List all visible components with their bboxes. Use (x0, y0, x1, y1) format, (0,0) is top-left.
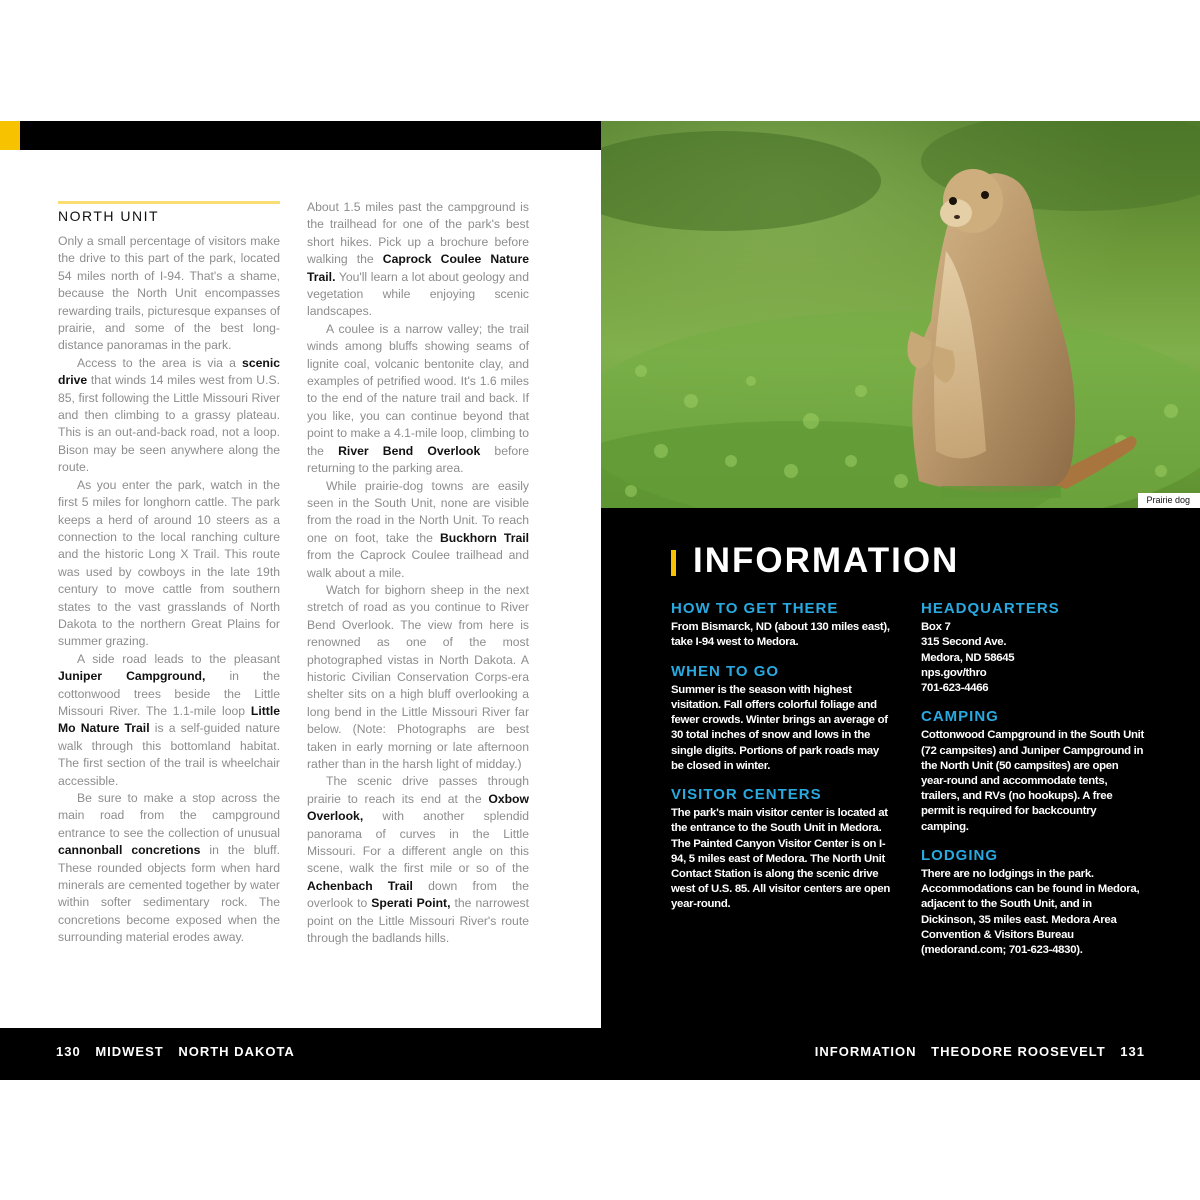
info-body: There are no lodgings in the park. Accommodations can be found in Medora, adjacent to the South Unit, and in Dickinson, 35 miles east. Medora Area Convention & Visitors Bureau (medorand.com; 701-623-4830). (921, 868, 1140, 957)
text-run: About 1.5 miles past the campground is the trailhead for one of the park's best short hikes. Pick up a brochure before walking the (307, 200, 529, 267)
prairie-dog-photo (601, 121, 1200, 508)
place-name: Achenbach Trail (307, 878, 413, 893)
text-run: down from the overlook to (307, 878, 529, 911)
text-run: from the Caprock Coulee trailhead and walk about a mile. (307, 548, 529, 580)
info-body: Summer is the season with highest visitation. Fall offers colorful foliage and fewer crowds. Winter brings an average of 30 total inches of snow and lows in the single digits. Portions of park roads may be closed in winter. (671, 683, 888, 772)
body-paragraph (307, 582, 529, 773)
footer-left (56, 1044, 305, 1059)
info-column-right (921, 601, 1146, 971)
place-name: Buckhorn Trail (439, 530, 529, 545)
info-block-when-to-go (671, 664, 893, 774)
text-run: While prairie-dog towns are easily seen in the South Unit, none are visible from the road in the North Unit. To reach one on foot, take the (307, 478, 529, 545)
text-run: in the bluff. These rounded objects form when hard minerals are cemented together by water within softer sedimentary rock. The concretions become exposed when the surrounding material erodes away. (58, 843, 280, 945)
info-body: Cottonwood Campground in the South Unit (72 campsites) and Juniper Campground in the North Unit (50 campsites) are open year-round and accommodate tents, trailers, and RVs (no hookups). A free permit is required for backcountry camping. (921, 729, 1145, 833)
text-run: before returning to the parking area. (307, 443, 529, 476)
page-number-right: 131 (1120, 1044, 1145, 1059)
footer-park: THEODORE ROOSEVELT (931, 1044, 1106, 1059)
left-text-column (58, 233, 280, 947)
text-run: that winds 14 miles west from U.S. 85, first following the Little Missouri River and then climbing to a grassy plateau. This is an out-and-back road, not a loop. Bison may be seen anywhere along the route. (58, 373, 280, 475)
info-accent-bar (671, 550, 676, 576)
book-spread (0, 121, 1200, 1080)
info-body: From Bismarck, ND (about 130 miles east), take I-94 west to Medora. (671, 621, 890, 649)
hq-line: 315 Second Ave. (921, 636, 1007, 649)
photo-caption: Prairie dog (1138, 493, 1200, 508)
hq-line: Medora, ND 58645 (921, 651, 1015, 664)
info-block-lodging (921, 848, 1146, 958)
text-run: Only a small percentage of visitors make the drive to this part of the park, located 54 miles north of I-94. That's a shame, because the North Unit encompasses rewarding trails, picturesque expanses of prairie, and some of the best long-distance panoramas in the park. (58, 234, 280, 353)
footer-section: INFORMATION (814, 1044, 917, 1059)
info-heading: WHEN TO GO (671, 662, 780, 680)
place-name: cannonball concretions (58, 843, 201, 858)
body-paragraph (58, 355, 280, 477)
text-run: As you enter the park, watch in the first 5 miles for longhorn cattle. The park keeps a herd of around 10 steers as a connection to the local ranching culture and the historic Long X Trail. This route was used by cowboys in the late 19th century to move cattle from southern states to the vast grasslands of North Dakota to the northern Great Plains for summer grazing. (58, 477, 280, 649)
info-block-camping (921, 709, 1146, 835)
place-name: Oxbow Overlook, (307, 791, 529, 824)
text-run: the narrowest point on the Little Missouri River's route through the badlands hills. (307, 896, 529, 946)
info-block-headquarters (921, 601, 1146, 696)
page-number-left: 130 (56, 1044, 81, 1059)
footer-region: MIDWEST (95, 1044, 164, 1059)
place-name: River Bend Overlook (338, 443, 481, 458)
place-name: Sperati Point, (371, 896, 451, 911)
info-block-how-to-get-there (671, 601, 893, 651)
text-run: A side road leads to the pleasant (77, 651, 280, 666)
hq-line: Box 7 (921, 621, 951, 634)
place-name: Caprock Coulee Nature Trail. (307, 252, 530, 284)
body-paragraph (307, 773, 529, 947)
hq-website: nps.gov/thro (921, 666, 987, 679)
text-run: Access to the area is via a (77, 355, 243, 370)
info-heading: VISITOR CENTERS (671, 786, 822, 804)
text-run: A coulee is a narrow valley; the trail winds among bluffs showing seams of lignite coal, volcanic bentonite clay, and examples of petrified wood. It's 1.6 miles to the end of the nature trail and back. If you like, you can continue beyond that point to make a 4.1-mile loop, climbing to the (307, 321, 529, 458)
footer-state: NORTH DAKOTA (178, 1044, 295, 1059)
info-column-left (671, 601, 893, 926)
info-heading: CAMPING (921, 708, 999, 726)
footer-right (815, 1044, 1145, 1059)
text-run: You'll learn a lot about geology and vegetation while enjoying scenic landscapes. (307, 269, 529, 319)
text-run: Be sure to make a stop across the main road from the campground entrance to see the collection of unusual (58, 791, 280, 840)
page-footer (0, 1028, 1200, 1080)
body-paragraph (307, 199, 529, 321)
text-run: in the cottonwood trees beside the Little Missouri River. The 1.1-mile loop (58, 669, 280, 718)
text-run: is a self-guided nature walk through this bottomland habitat. The first section of the trail is wheelchair accessible. (58, 721, 280, 788)
info-heading: LODGING (921, 846, 998, 864)
info-block-visitor-centers (671, 787, 893, 913)
info-heading: HEADQUARTERS (921, 600, 1060, 617)
body-paragraph (58, 651, 280, 790)
right-page (601, 121, 1200, 1080)
section-heading: NORTH UNIT (58, 208, 160, 224)
right-text-column (307, 199, 529, 947)
info-heading: HOW TO GET THERE (671, 600, 839, 617)
section-rule (58, 201, 280, 204)
info-body: The park's main visitor center is located at the entrance to the South Unit in Medora. The Painted Canyon Visitor Center is on I-94, 5 miles east of Medora. The North Unit Contact Station is along the scenic drive west of U.S. 85. All visitor centers are open year-round. (671, 807, 891, 911)
info-title: INFORMATION (693, 541, 960, 580)
text-run: with another splendid panorama of curves in the Little Missouri. For a different angle on this scene, walk the first mile or so of the (307, 809, 529, 876)
hq-phone: 701-623-4466 (921, 682, 989, 695)
body-paragraph (58, 233, 280, 355)
body-paragraph (58, 477, 280, 651)
yellow-section-tab (0, 121, 20, 150)
body-paragraph (58, 790, 280, 947)
place-name: Little Mo Nature Trail (58, 703, 280, 736)
place-name: Juniper Campground, (58, 669, 206, 684)
place-name: scenic drive (58, 355, 280, 388)
prairie-dog-image (601, 121, 1200, 508)
left-page-top-bar (0, 121, 601, 150)
text-run: The scenic drive passes through prairie to reach its end at the (307, 774, 529, 806)
body-paragraph (307, 478, 529, 582)
body-paragraph (307, 321, 529, 478)
text-run: Watch for bighorn sheep in the next stretch of road as you continue to River Bend Overlook. The view from here is renowned as one of the most photographed vistas in North Dakota. A historic Civilian Conservation Corps-era shelter sits on a high bluff overlooking a long bend in the Little Missouri River far below. (Note: Photographs are best taken in early morning or late afternoon rather than in the harsh light of midday.) (307, 582, 529, 771)
left-page (0, 121, 601, 1028)
